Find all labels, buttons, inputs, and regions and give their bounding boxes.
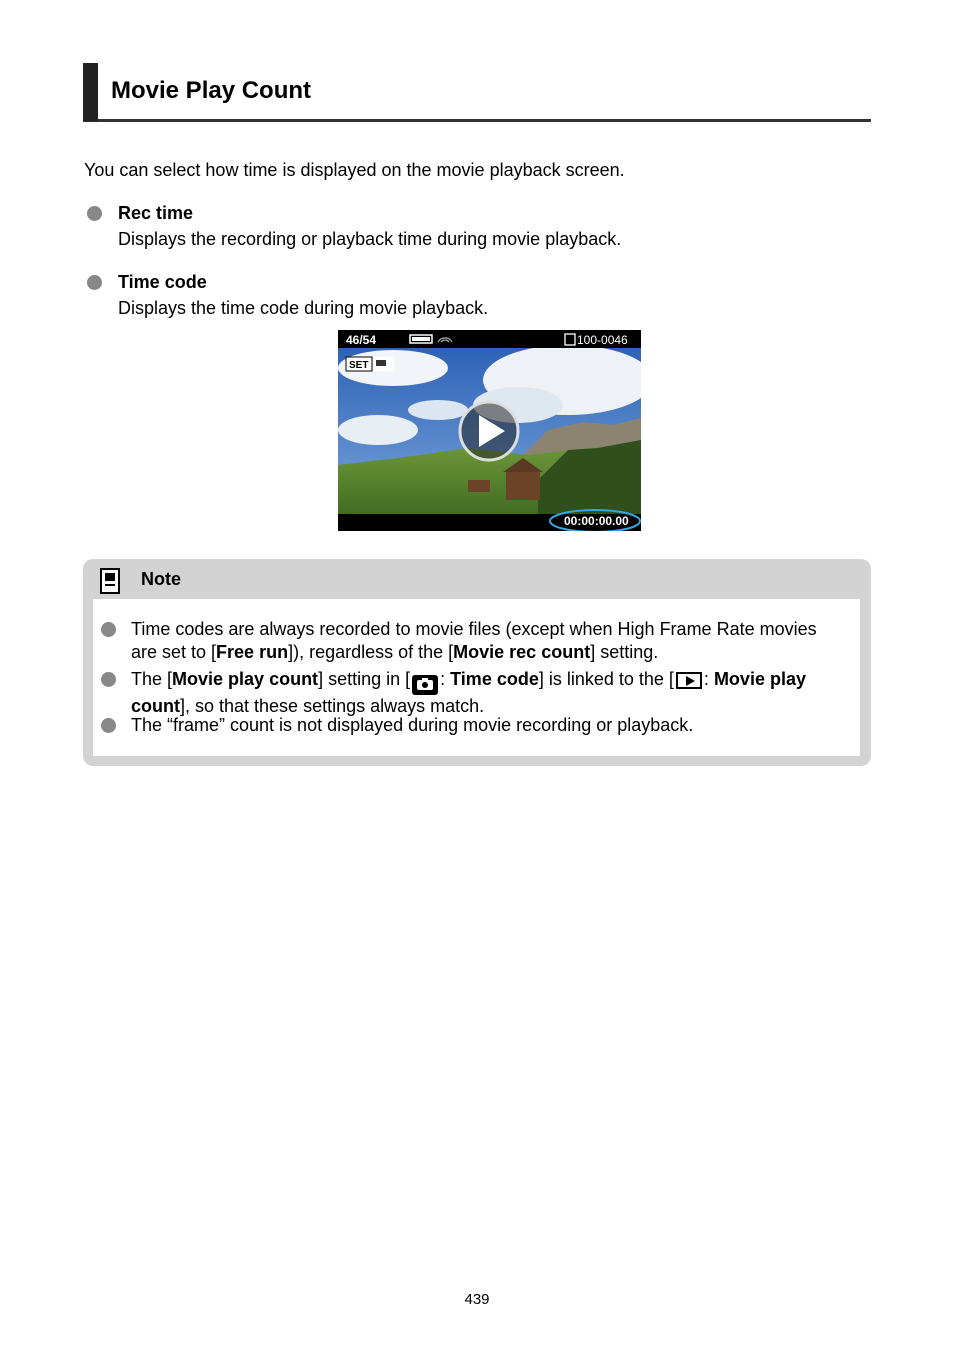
option-title: Rec time xyxy=(118,203,194,223)
set-label: SET xyxy=(349,360,369,371)
note-title: Note xyxy=(141,569,181,589)
intro-text: You can select how time is displayed on the movie playback screen. xyxy=(84,160,625,180)
frame-count: 46/54 xyxy=(346,333,377,347)
note-text: ] setting in [ xyxy=(318,669,411,689)
note-text: ], so that these settings always match. xyxy=(180,696,485,716)
page-number: 439 xyxy=(464,1291,490,1308)
folder-file-number: 100-0046 xyxy=(577,333,628,347)
note-text: : xyxy=(703,669,714,689)
camera-icon xyxy=(412,675,438,695)
header-accent-bar xyxy=(83,63,98,121)
bullet-icon xyxy=(101,718,116,733)
bullet-icon xyxy=(87,275,102,290)
setting-time-code: Time code xyxy=(450,669,539,689)
note-icon xyxy=(100,568,120,594)
playback-screen-image xyxy=(338,330,641,531)
bullet-icon xyxy=(101,672,116,687)
setting-movie-play-count: Movie play count xyxy=(172,669,319,689)
note-text: ] setting. xyxy=(590,642,659,662)
setting-movie-play-count-link: Movie play count xyxy=(131,669,806,716)
note-text: The “frame” count is not displayed during movie recording or playback. xyxy=(131,715,694,735)
bullet-icon xyxy=(87,206,102,221)
playback-icon xyxy=(676,672,702,689)
setting-free-run: Free run xyxy=(216,642,289,662)
note-text: Time codes are always recorded to movie files (except when High Frame Rate movies are set to [ xyxy=(131,619,817,662)
note-box xyxy=(83,559,871,766)
page-title: Movie Play Count xyxy=(111,77,312,104)
note-text: ]), regardless of the [ xyxy=(288,642,454,662)
time-code-display: 00:00:00.00 xyxy=(564,514,629,528)
setting-movie-rec-count: Movie rec count xyxy=(453,642,591,662)
option-title: Time code xyxy=(118,272,207,292)
option-description: Displays the time code during movie playback. xyxy=(118,298,489,318)
bullet-icon xyxy=(101,622,116,637)
note-content xyxy=(93,599,860,756)
play-icon xyxy=(460,402,518,460)
note-text: ] is linked to the [ xyxy=(538,669,674,689)
playback-scene xyxy=(338,330,641,531)
option-description: Displays the recording or playback time during movie playback. xyxy=(118,229,622,249)
section-header xyxy=(83,63,871,122)
movie-icon xyxy=(374,357,394,371)
note-text: : xyxy=(440,669,451,689)
note-text: The [ xyxy=(131,669,173,689)
